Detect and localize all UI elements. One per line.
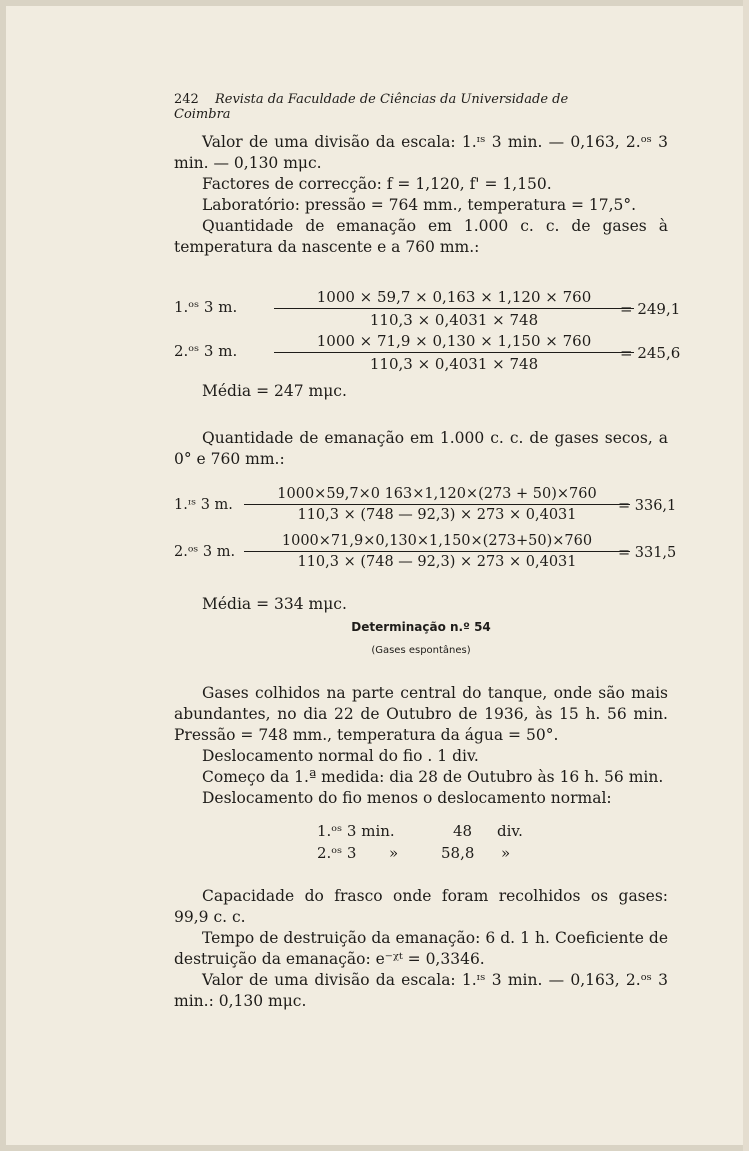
quantity-text: Quantidade de emanação em 1.000 c. c. de gases à temperatura da nascente e a 760 mm.: [174,217,668,256]
table-cell: div. [497,822,523,840]
equation-result: = 245,6 [620,344,681,362]
average-1 [174,381,668,402]
destruction-time-text: Tempo de destruição da emanação: 6 d. 1 h. Coeficiente de destruição da emanação: e⁻ᵡᵗ = 0,3346. [174,929,668,968]
numerator: 1000×59,7×0 163×1,120×(273 + 50)×760 [244,486,630,505]
equation-label: 1.ᵒˢ 3 m. [174,298,238,316]
denominator: 110,3 × 0,4031 × 748 [369,311,539,329]
page-number: 242 [174,92,199,107]
numerator: 1000×71,9×0,130×1,150×(273+50)×760 [244,533,630,552]
journal-title: Revista da Faculdade de Ciências da Universidade de Coimbra [174,92,569,122]
laboratory-text: Laboratório: pressão = 764 mm., temperatura = 17,5°. [202,196,637,214]
paragraph-calibration [174,132,668,258]
denominator: 110,3 × (748 — 92,3) × 273 × 0,4031 [297,507,577,523]
table-cell: 48 [453,822,473,840]
page-edge [743,0,749,1151]
fraction [244,533,630,570]
table-cell: 1.ᵒˢ 3 min. [317,822,395,840]
equation-result: = 249,1 [620,300,681,318]
numerator: 1000 × 59,7 × 0,163 × 1,120 × 760 [274,288,634,309]
section-subtitle: (Gases espontânes) [371,645,471,656]
measurement-start-text: Começo da 1.ª medida: dia 28 de Outubro às 16 h. 56 min. [202,768,664,786]
scale-value-text: Valor de uma divisão da escala: 1.ᶦˢ 3 min. — 0,163, 2.ᵒˢ 3 min. — 0,130 mμc. [174,133,668,172]
average-text: Média = 334 mμc. [202,595,347,613]
table-cell: 2.ᵒˢ 3 [317,844,357,862]
net-displacement-text: Deslocamento do fio menos o deslocamento normal: [202,789,612,807]
paragraph-gases [174,683,668,809]
equation-result: = 336,1 [618,498,677,514]
fraction [244,486,630,523]
equation-label: 1.ᶦˢ 3 m. [174,497,233,513]
gases-text: Gases colhidos na parte central do tanque, onde são mais abundantes, no dia 22 de Outubro de 1936, às 15 h. 56 min. Pressão = 748 mm., temperatura da água = 50°. [174,684,668,744]
quantity-dry-text: Quantidade de emanação em 1.000 c. c. de gases secos, a 0° e 760 mm.: [174,429,668,468]
equation-label: 2.ᵒˢ 3 m. [174,342,238,360]
normal-displacement-text: Deslocamento normal do fio . 1 div. [202,747,479,765]
table-cell: 58,8 [441,844,475,862]
capacity-text: Capacidade do frasco onde foram recolhidos os gases: 99,9 c. c. [174,887,668,926]
paragraph-capacity [174,886,668,1012]
paragraph-dry-gases [174,428,668,470]
equation-result: = 331,5 [618,545,677,561]
fraction [274,288,634,329]
section-title: Determinação n.º 54 [351,620,491,634]
numerator: 1000 × 71,9 × 0,130 × 1,150 × 760 [274,332,634,353]
average-text: Média = 247 mμc. [202,382,347,400]
correction-factors-text: Factores de correcção: f = 1,120, f' = 1,150. [202,175,552,193]
table-cell: » [389,844,399,862]
equation-label: 2.ᵒˢ 3 m. [174,544,236,560]
denominator: 110,3 × (748 — 92,3) × 273 × 0,4031 [297,554,577,570]
fraction [274,332,634,373]
average-2 [174,594,668,615]
table-cell: » [501,844,511,862]
denominator: 110,3 × 0,4031 × 748 [369,355,539,373]
running-header [174,92,626,122]
scale-value-text: Valor de uma divisão da escala: 1.ᶦˢ 3 min. — 0,163, 2.ᵒˢ 3 min.: 0,130 mμc. [174,971,668,1010]
